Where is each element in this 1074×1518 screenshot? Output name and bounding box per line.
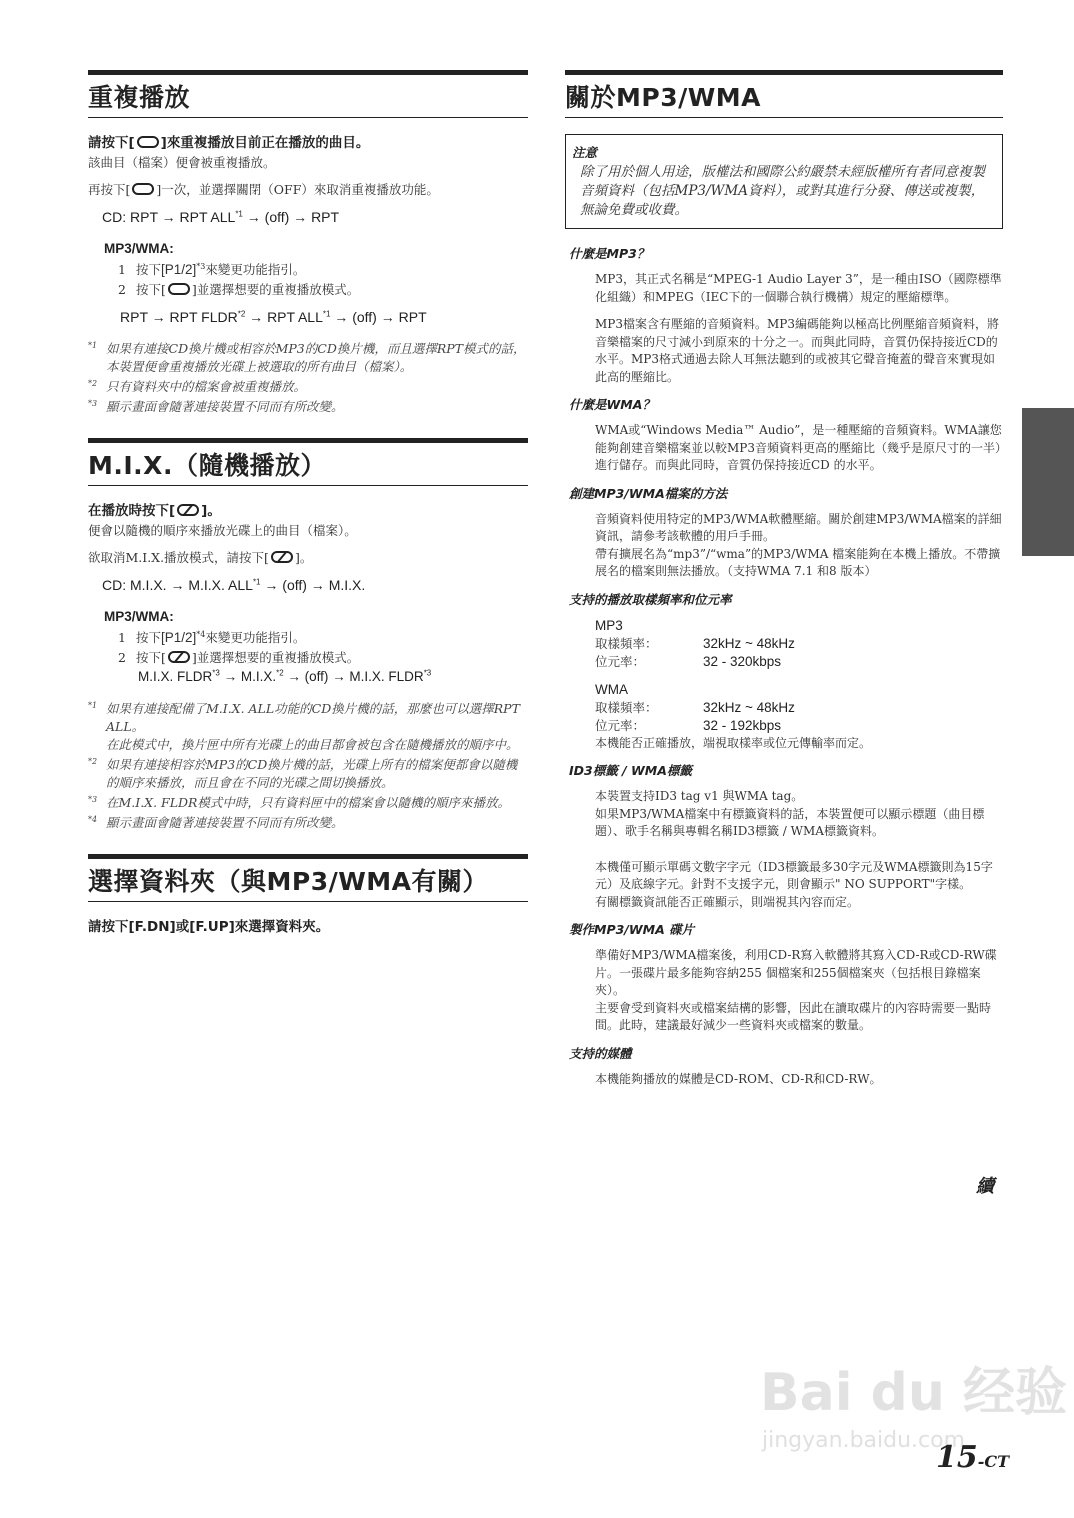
repeat-section-title: 重複播放 — [88, 70, 528, 118]
repeat-icon — [132, 183, 154, 195]
spec-value: 32kHz ~ 48kHz — [703, 635, 795, 651]
make-p2: 主要會受到資料夾或檔案結構的影響，因此在讀取碟片的內容時需要一點時間。此時，建議最好減少一些資料夾或檔案的數量。 — [595, 1000, 992, 1032]
mix-section-title: M.I.X.（隨機播放） — [88, 438, 528, 486]
seq-mid: → RPT ALL — [245, 309, 323, 325]
watermark-logo: Bai du 经验 — [760, 1363, 1067, 1423]
mix-footnote-4 — [88, 814, 528, 832]
what-wma-heading: 什麼是WMA？ — [569, 397, 655, 412]
fn-mark: *3 — [88, 399, 98, 408]
repeat-lead-pre: 請按下[ — [88, 135, 135, 151]
repeat-footnote-3 — [88, 398, 528, 416]
folder-section-title: 選擇資料夾（與MP3/WMA有關） — [88, 854, 528, 902]
make-heading: 製作MP3/WMA 碟片 — [569, 922, 695, 937]
fn-text: 如果有連接配備了M.I.X. ALL功能的CD換片機的話，那麼也可以選擇RPT ALL。 — [106, 701, 520, 734]
repeat-p2-post: ]一次，並選擇關閉（OFF）來取消重複播放功能。 — [156, 182, 439, 197]
wma-sample-rate-row — [595, 699, 1003, 717]
mp3-bitrate-row — [595, 653, 1003, 671]
fn-mark: *4 — [88, 815, 98, 824]
mix-footnote-1 — [88, 700, 528, 754]
what-mp3-p2: MP3檔案含有壓縮的音頻資料。MP3編碼能夠以極高比例壓縮音頻資料，將音樂檔案的尺寸減小到原來的十分之一。而與此同時，音質仍保持接近CD的水平。MP3格式通過去除人耳無法聽到的或被其它聲音掩蓋的聲音來實現如此高的壓縮比。 — [595, 317, 999, 384]
create-p2: 帶有擴展名為“mp3”/“wma”的MP3/WMA 檔案能夠在本機上播放。不帶擴展名的檔案則無法播放。（支持WMA 7.1 和8 版本） — [595, 546, 1001, 578]
repeat-icon — [168, 283, 190, 295]
what-mp3-heading: 什麼是MP3？ — [569, 246, 650, 261]
page-number — [936, 1440, 1009, 1475]
seq-sup: *1 — [235, 209, 243, 219]
mix-lead-post: ]。 — [201, 503, 221, 519]
right-column — [565, 70, 1003, 1098]
seq-text: RPT → RPT FLDR — [120, 309, 238, 325]
seq-sup: *1 — [252, 577, 261, 587]
repeat-cd-sequence — [102, 208, 528, 226]
spec-key: 取樣頻率： — [595, 635, 658, 651]
step-post: ]並選擇想要的重複播放模式。 — [191, 282, 360, 297]
page-number-value: 15 — [936, 1440, 978, 1475]
spec-value: 32 - 320kbps — [703, 653, 782, 669]
fn-mark: *1 — [88, 701, 98, 710]
mix-footnote-2 — [88, 756, 528, 792]
repeat-step-2 — [118, 280, 528, 300]
fn-text: 如果有連接相容於MP3的CD換片機的話，光碟上所有的檔案便都會以隨機的順序來播放，而且會在不同的光碟之間切換播放。 — [106, 757, 518, 790]
seq-text: CD: M.I.X. → M.I.X. ALL — [102, 577, 253, 593]
watermark-url: jingyan.baidu.com — [762, 1428, 966, 1453]
shuffle-icon — [271, 551, 293, 563]
spec-key: 位元率： — [595, 717, 646, 733]
tag-p2: 如果MP3/WMA檔案中有標籤資料的話，本裝置便可以顯示標題（曲目標題）、歌手名稱與專輯名稱ID3標籤 / WMA標籤資料。 — [595, 806, 985, 838]
left-column — [88, 70, 528, 938]
repeat-lead-post: ]來重複播放目前正在播放的曲目。 — [160, 135, 370, 151]
spec-key: 位元率： — [595, 653, 646, 669]
seq-sup: *3 — [423, 668, 432, 678]
mix-p2 — [88, 549, 528, 567]
step-key: [P1/2] — [161, 262, 197, 277]
mix-mp3-sequence — [138, 668, 528, 686]
repeat-p1: 該曲目（檔案）便會被重複播放。 — [88, 155, 276, 170]
repeat-p2 — [88, 181, 528, 199]
step-number: 1 — [118, 262, 126, 277]
repeat-mp3-sequence — [120, 308, 528, 326]
mp3-section-title: 關於MP3/WMA — [565, 70, 1003, 118]
step-number: 2 — [118, 282, 126, 297]
what-wma-p: WMA或“Windows Media™ Audio”，是一種壓縮的音頻資料。WMA讓您能夠創建音樂檔案並以較MP3音頻資料更高的壓縮比（幾乎是原尺寸的一半）進行儲存。而與此同時，音質仍保持接近CD 的水平。 — [595, 423, 1002, 472]
media-heading: 支持的媒體 — [569, 1045, 632, 1061]
mix-p1: 便會以隨機的順序來播放光碟上的曲目（檔案）。 — [88, 523, 357, 538]
wma-spec-label: WMA — [595, 681, 628, 697]
mix-footnote-3 — [88, 794, 528, 812]
step-pre: 按下[ — [136, 650, 166, 665]
fn-mark: *3 — [88, 795, 98, 804]
section-tab — [1022, 408, 1074, 556]
tag-heading: ID3標籤 / WMA標籤 — [569, 763, 692, 778]
seq-mid: → M.I.X. — [219, 669, 277, 684]
seq-text: M.I.X. FLDR — [138, 669, 213, 684]
repeat-icon — [137, 136, 159, 148]
repeat-mp3-label: MP3/WMA: — [104, 241, 174, 256]
repeat-step-1 — [118, 260, 528, 280]
step-number: 1 — [118, 630, 126, 645]
step-sup: *4 — [196, 629, 206, 639]
seq-text: CD: RPT → RPT ALL — [102, 209, 236, 225]
fn-text: 在M.I.X. FLDR模式中時，只有資料匣中的檔案會以隨機的順序來播放。 — [106, 795, 510, 810]
spec-key: 取樣頻率： — [595, 699, 658, 715]
rates-note: 本機能否正確播放，端視取樣率或位元傳輸率而定。 — [595, 735, 872, 750]
repeat-footnote-1 — [88, 340, 528, 376]
create-heading: 創建MP3/WMA檔案的方法 — [569, 485, 728, 501]
caution-title: 注意 — [572, 145, 598, 160]
step-pre: 按下[ — [136, 282, 166, 297]
tag-p1: 本裝置支持ID3 tag v1 與WMA tag。 — [595, 789, 804, 803]
mix-p2-pre: 欲取消M.I.X.播放模式，請按下[ — [88, 550, 269, 565]
shuffle-icon — [177, 504, 199, 516]
step-post: ]並選擇想要的重複播放模式。 — [191, 650, 360, 665]
fn-text: 在此模式中，換片匣中所有光碟上的曲目都會被包含在隨機播放的順序中。 — [106, 737, 519, 752]
seq-tail: → (off) → RPT — [242, 209, 340, 225]
step-pre: 按下 — [136, 630, 162, 645]
make-p1: 準備好MP3/WMA檔案後，利用CD-R寫入軟體將其寫入CD-R或CD-RW碟片。一張碟片最多能夠容納255 個檔案和255個檔案夾（包括根目錄檔案夾）。 — [595, 948, 997, 997]
step-number: 2 — [118, 650, 126, 665]
fn-text: 如果有連接CD換片機或相容於MP3的CD換片機，而且選擇RPT模式的話，本裝置便會重複播放光碟上被選取的所有曲目（檔案）。 — [106, 341, 526, 374]
shuffle-icon — [168, 651, 190, 663]
spec-value: 32kHz ~ 48kHz — [703, 699, 795, 715]
fn-text: 顯示畫面會隨著連接裝置不同而有所改變。 — [106, 815, 344, 830]
step-post: 來變更功能指引。 — [205, 630, 306, 645]
tag-p3: 本機僅可顯示單碼文數字字元（ID3標籤最多30字元及WMA標籤則為15字元）及底線字元。針對不支援字元，則會顯示" NO SUPPORT"字樣。 — [595, 859, 993, 891]
fn-mark: *1 — [88, 341, 98, 350]
mix-mp3-label: MP3/WMA: — [104, 609, 174, 624]
repeat-footnote-2 — [88, 378, 528, 396]
wma-bitrate-row — [595, 717, 1003, 735]
media-p: 本機能夠播放的媒體是CD-ROM、CD-R和CD-RW。 — [595, 1071, 882, 1086]
repeat-lead — [88, 134, 528, 152]
step-key: [P1/2] — [161, 630, 197, 645]
repeat-p2-pre: 再按下[ — [88, 182, 131, 197]
mix-step-1 — [118, 628, 528, 648]
step-sup: *3 — [196, 261, 206, 271]
mix-cd-sequence — [102, 576, 528, 594]
seq-sup: *1 — [322, 309, 331, 319]
rates-heading: 支持的播放取樣頻率和位元率 — [569, 591, 732, 607]
create-p1: 音頻資料使用特定的MP3/WMA軟體壓縮。關於創建MP3/WMA檔案的詳細資訊，請參考該軟體的用戶手冊。 — [595, 511, 1002, 543]
seq-mid: → (off) → M.I.X. FLDR — [283, 669, 424, 684]
seq-sup: *2 — [276, 668, 284, 678]
caution-text: 除了用於個人用途，版權法和國際公約嚴禁未經版權所有者同意複製音頻資料（包括MP3/WMA資料），或對其進行分發、傳送或複製，無論免費或收費。 — [580, 164, 985, 218]
mix-step-2 — [118, 648, 528, 668]
fn-text: 顯示畫面會隨著連接裝置不同而有所改變。 — [106, 399, 344, 414]
spec-value: 32 - 192kbps — [703, 717, 782, 733]
what-mp3-p1: MP3，其正式名稱是“MPEG-1 Audio Layer 3”，是一種由ISO（國際標準化組織）和MPEG（IEC下的一個聯合執行機構）規定的壓縮標準。 — [595, 272, 1002, 304]
seq-sup: *3 — [212, 668, 220, 678]
folder-lead: 請按下[F.DN]或[F.UP]來選擇資料夾。 — [88, 919, 330, 935]
mix-p2-post: ]。 — [294, 550, 313, 565]
continued-label: 續 — [976, 1176, 994, 1197]
tag-p4: 有關標籤資訊能否正確顯示，則端視其內容而定。 — [595, 894, 860, 909]
seq-tail: → (off) → M.I.X. — [260, 577, 366, 593]
seq-sup: *2 — [237, 309, 246, 319]
mp3-spec-label: MP3 — [595, 617, 623, 633]
mp3-sample-rate-row — [595, 635, 1003, 653]
step-pre: 按下 — [136, 262, 162, 277]
step-post: 來變更功能指引。 — [205, 262, 306, 277]
fn-mark: *2 — [88, 379, 98, 388]
caution-box — [565, 134, 1003, 229]
seq-tail: → (off) → RPT — [330, 309, 427, 325]
mix-lead — [88, 502, 528, 520]
page-suffix: -CT — [977, 1452, 1010, 1471]
fn-text: 只有資料夾中的檔案會被重複播放。 — [106, 379, 307, 394]
mix-lead-pre: 在播放時按下[ — [88, 503, 176, 519]
fn-mark: *2 — [88, 757, 98, 766]
